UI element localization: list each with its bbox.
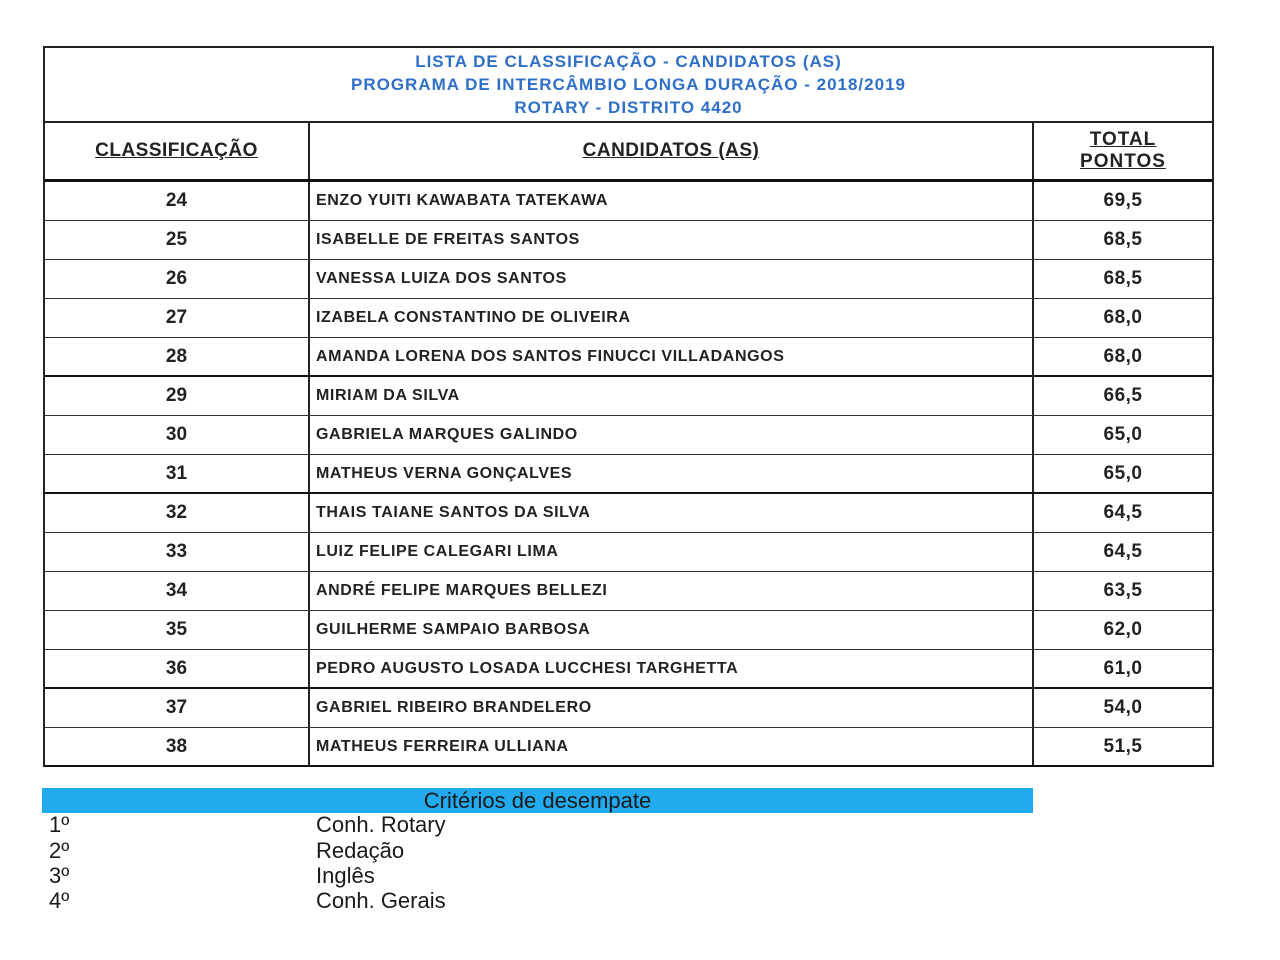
- table-row: [45, 689, 1212, 728]
- row-total-points: 64,5: [1103, 502, 1143, 523]
- table-row: [45, 377, 1212, 416]
- row-candidate-name: ANDRÉ FELIPE MARQUES BELLEZI: [316, 582, 608, 599]
- criteria-order: 1º: [49, 812, 70, 837]
- criteria-order: 3º: [49, 863, 70, 888]
- title-line-1: LISTA DE CLASSIFICAÇÃO - CANDIDATOS (AS): [415, 51, 842, 71]
- row-position: 30: [165, 424, 188, 445]
- row-total-points: 69,5: [1103, 190, 1143, 211]
- row-position: 38: [165, 735, 188, 757]
- row-position: 26: [165, 268, 188, 289]
- header-total-cell: [1034, 123, 1212, 179]
- table-row: [45, 416, 1212, 455]
- row-candidate-name: GUILHERME SAMPAIO BARBOSA: [316, 621, 591, 638]
- header-classificacao-cell: [45, 123, 310, 179]
- row-position: 33: [165, 541, 188, 562]
- row-total-points: 66,5: [1103, 385, 1143, 406]
- row-position: 28: [165, 345, 188, 367]
- header-candidatos: CANDIDATOS (AS): [582, 140, 760, 161]
- table-row: [45, 728, 1212, 767]
- table-header-row: [45, 123, 1212, 182]
- row-position: 32: [165, 502, 188, 523]
- row-total-points: 62,0: [1103, 619, 1143, 640]
- title-line-3: ROTARY - DISTRITO 4420: [514, 97, 743, 117]
- row-total-points: 54,0: [1103, 697, 1143, 718]
- row-candidate-name: THAIS TAIANE SANTOS DA SILVA: [316, 504, 591, 521]
- row-candidate-name: MATHEUS VERNA GONÇALVES: [316, 464, 573, 482]
- table-row: [45, 494, 1212, 533]
- row-candidate-name: PEDRO AUGUSTO LOSADA LUCCHESI TARGHETTA: [316, 659, 739, 677]
- title-line-2: PROGRAMA DE INTERCÂMBIO LONGA DURAÇÃO - 2018/2019: [351, 74, 906, 94]
- row-candidate-name: ISABELLE DE FREITAS SANTOS: [316, 231, 580, 248]
- row-candidate-name: MIRIAM DA SILVA: [316, 387, 460, 404]
- row-total-points: 65,0: [1103, 424, 1143, 445]
- row-total-points: 68,5: [1103, 229, 1143, 250]
- row-position: 24: [165, 190, 188, 211]
- row-total-points: 64,5: [1103, 541, 1143, 562]
- row-position: 25: [165, 229, 188, 250]
- row-candidate-name: VANESSA LUIZA DOS SANTOS: [316, 270, 567, 287]
- row-candidate-name: GABRIEL RIBEIRO BRANDELERO: [316, 699, 592, 716]
- table-row: [45, 533, 1212, 572]
- criteria-name: Conh. Gerais: [316, 888, 446, 913]
- table-row: [45, 338, 1212, 377]
- row-candidate-name: GABRIELA MARQUES GALINDO: [316, 426, 578, 443]
- row-position: 35: [165, 619, 188, 640]
- row-candidate-name: MATHEUS FERREIRA ULLIANA: [316, 737, 569, 755]
- criteria-order: 2º: [49, 838, 70, 863]
- tiebreak-criteria-title: Critérios de desempate: [42, 788, 1033, 813]
- table-row: [45, 260, 1212, 299]
- header-total: [1080, 129, 1166, 173]
- header-total-line1: TOTAL: [1089, 129, 1157, 150]
- criteria-name: Conh. Rotary: [316, 812, 446, 837]
- row-total-points: 63,5: [1103, 580, 1143, 601]
- table-row: [45, 572, 1212, 611]
- row-position: 34: [165, 580, 188, 601]
- row-total-points: 61,0: [1103, 657, 1143, 679]
- row-position: 31: [165, 462, 188, 484]
- table-row: [45, 299, 1212, 338]
- table-row: [45, 182, 1212, 221]
- header-classificacao: CLASSIFICAÇÃO: [95, 140, 258, 161]
- table-body: [45, 182, 1212, 767]
- row-candidate-name: LUIZ FELIPE CALEGARI LIMA: [316, 543, 559, 560]
- criteria-name: Inglês: [316, 863, 375, 888]
- row-total-points: 51,5: [1103, 735, 1143, 757]
- table-row: [45, 611, 1212, 650]
- row-total-points: 68,5: [1103, 268, 1143, 289]
- row-total-points: 68,0: [1103, 307, 1143, 328]
- row-total-points: 65,0: [1103, 462, 1143, 484]
- classification-table: [43, 46, 1214, 767]
- table-row: [45, 455, 1212, 494]
- table-title-block: [45, 48, 1212, 123]
- criteria-name: Redação: [316, 838, 405, 863]
- table-row: [45, 650, 1212, 689]
- row-candidate-name: IZABELA CONSTANTINO DE OLIVEIRA: [316, 309, 631, 326]
- row-position: 27: [165, 307, 188, 328]
- row-position: 37: [165, 697, 188, 718]
- row-candidate-name: AMANDA LORENA DOS SANTOS FINUCCI VILLADANGOS: [316, 347, 785, 365]
- header-total-line2: PONTOS: [1080, 151, 1166, 172]
- criteria-order: 4º: [49, 888, 70, 913]
- header-candidatos-cell: [310, 123, 1034, 179]
- row-total-points: 68,0: [1103, 345, 1143, 367]
- row-position: 36: [165, 657, 188, 679]
- row-candidate-name: ENZO YUITI KAWABATA TATEKAWA: [316, 192, 609, 209]
- table-row: [45, 221, 1212, 260]
- row-position: 29: [165, 385, 188, 406]
